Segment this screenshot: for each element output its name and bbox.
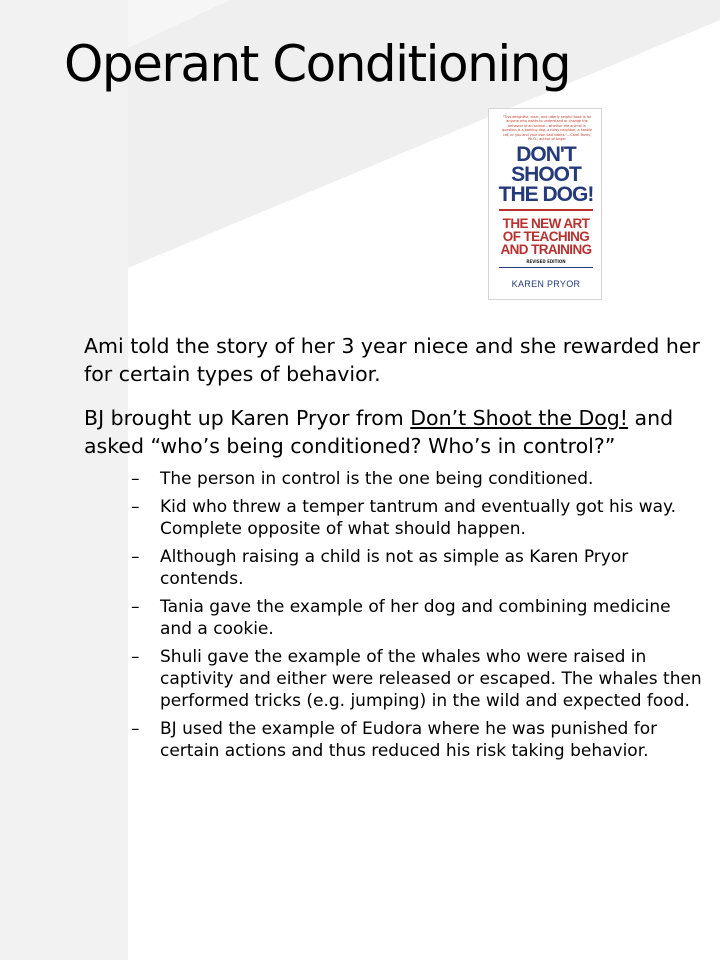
paragraph-text: and asked “who’s being conditioned? Who’s in control?”	[84, 406, 674, 458]
list-item	[84, 646, 704, 712]
book-edition: REVISED EDITION	[526, 259, 566, 264]
book-title-line: THE DOG!	[498, 183, 594, 206]
paragraph-text: BJ brought up Karen Pryor from	[84, 406, 411, 430]
list-item	[84, 496, 704, 540]
dash-bullet: –	[131, 719, 140, 739]
list-item	[84, 546, 704, 590]
book-cover-quote: "This delightful, clear, and utterly helpful book is for anyone who wants to understand or change the behavior of an animal—whether the animal in question is a barking dog, a noisy neighbor, a hostile cat, or you and your own bad habits."—Carol Tavris, Ph.D., author of Anger	[502, 115, 592, 142]
slide-body	[84, 332, 704, 768]
paragraph-ami-story: Ami told the story of her 3 year niece and she rewarded her for certain types of behavior.	[84, 334, 700, 386]
book-divider	[499, 209, 593, 211]
book-subtitle-line: OF TEACHING	[502, 229, 590, 244]
list-item-text: Kid who threw a temper tantrum and eventually got his way. Complete opposite of what should happen.	[160, 497, 677, 539]
list-item-text: Although raising a child is not as simple as Karen Pryor contends.	[160, 547, 629, 589]
list-item	[84, 468, 704, 490]
dash-bullet: –	[131, 497, 140, 517]
sub-point-list	[84, 468, 704, 762]
book-title-line: SHOOT	[511, 163, 581, 186]
slide-title: Operant Conditioning	[64, 35, 571, 93]
dash-bullet: –	[131, 547, 140, 567]
list-item	[84, 718, 704, 762]
book-title-line: DON'T	[516, 143, 576, 166]
book-author: KAREN PRYOR	[511, 279, 581, 289]
book-subtitle-line: AND TRAINING	[500, 242, 592, 257]
paragraph-bj-question	[84, 404, 704, 460]
list-item	[84, 596, 704, 640]
book-title-reference: Don’t Shoot the Dog!	[410, 406, 629, 430]
dash-bullet: –	[131, 647, 140, 667]
list-item-text: Shuli gave the example of the whales who were raised in captivity and either were released or escaped. The whales then performed tricks (e.g. jumping) in the wild and expected food.	[160, 647, 702, 711]
book-cover-image	[488, 108, 602, 300]
book-divider	[499, 267, 593, 268]
list-item-text: Tania gave the example of her dog and combining medicine and a cookie.	[160, 597, 671, 639]
list-item-text: BJ used the example of Eudora where he was punished for certain actions and thus reduced his risk taking behavior.	[160, 719, 658, 761]
list-item-text: The person in control is the one being conditioned.	[160, 469, 594, 489]
dash-bullet: –	[131, 597, 140, 617]
dash-bullet: –	[131, 469, 140, 489]
book-subtitle-line: THE NEW ART	[502, 216, 590, 231]
